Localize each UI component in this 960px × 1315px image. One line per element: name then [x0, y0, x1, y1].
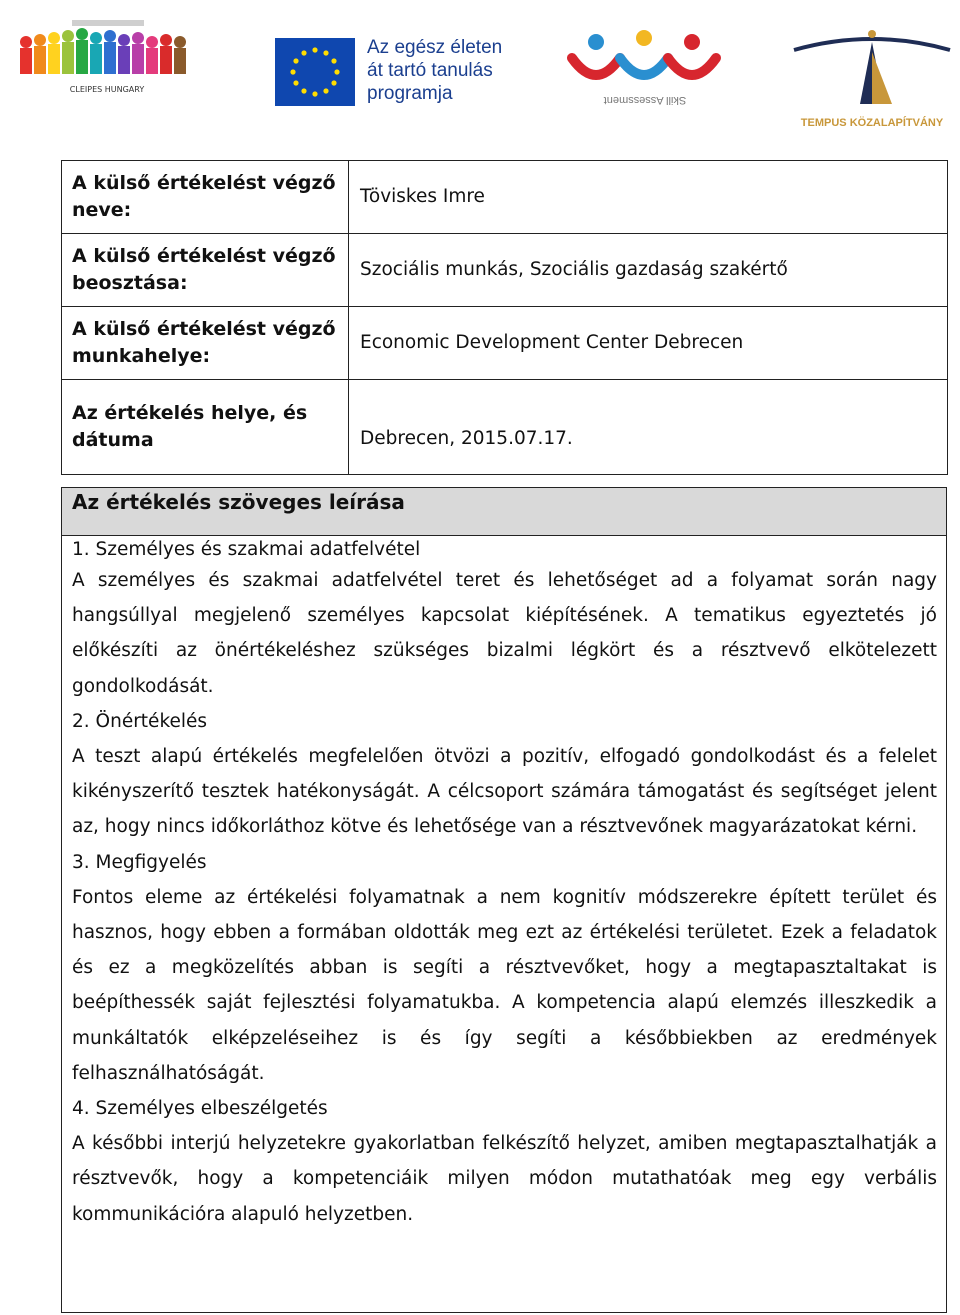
section-heading: 4. Személyes elbeszélgetés: [72, 1098, 328, 1120]
evaluation-place-date-label: Az értékelés helye, és dátuma: [62, 380, 349, 475]
section-heading: 2. Önértékelés: [72, 710, 208, 732]
section-text: Fontos eleme az értékelési folyamatnak a nem kognitív módszerekre épített terület és hasznos, hogy ebben a formában oldották meg ezt az értékelési területet. Ezek a feladatok és ez a megközelítés abban is segíti a résztvevőket, hogy a megtapasztaltakat is beépíthessék saját fejlesztési folyamatukba. A kompetencia alapú elemzés illeszkedik a munkáltatók elképzeléseihez is és így segíti a későbbiekben az eredmények felhasználhatóságát.: [72, 886, 937, 1084]
evaluator-workplace-label: A külső értékelést végző munkahelye:: [62, 307, 349, 380]
skill-assessment-text: Skill Assessment: [603, 94, 687, 106]
people-figures-icon: [20, 28, 186, 74]
section-heading: 1. Személyes és szakmai adatfelvétel: [72, 539, 421, 560]
eu-program-line-1: Az egész életen: [367, 37, 503, 58]
description-title: Az értékelés szöveges leírása: [62, 488, 946, 536]
table-row: [62, 380, 948, 475]
section-text: A későbbi interjú helyzetekre gyakorlatban felkészítő helyzet, amiben megtapasztalhatják a résztvevők, hogy a kompetenciáik milyen módon mutathatóak meg egy verbális kommunikációra alapuló helyzetben.: [72, 1133, 937, 1225]
tempus-text: TEMPUS KÖZALAPÍTVÁNY: [800, 117, 944, 129]
eu-lifelong-learning-logo: [275, 36, 507, 108]
description-body: [62, 536, 946, 1232]
evaluator-name-value: Töviskes Imre: [349, 161, 948, 234]
eu-program-line-2: át tartó tanulás: [367, 60, 493, 81]
evaluator-name-label: A külső értékelést végző neve:: [62, 161, 349, 234]
logo-strip: [0, 0, 960, 140]
skill-assessment-mark-icon: [572, 30, 716, 75]
evaluator-position-value: Szociális munkás, Szociális gazdaság szakértő: [349, 234, 948, 307]
tempus-balance-icon: [794, 30, 950, 104]
table-row: [62, 161, 948, 234]
tempus-logo: [788, 24, 956, 132]
skill-assessment-logo: [566, 30, 724, 112]
eu-program-line-3: programja: [367, 83, 453, 104]
evaluator-info-table: [61, 160, 948, 475]
evaluator-position-label: A külső értékelést végző beosztása:: [62, 234, 349, 307]
evaluation-description-box: [61, 487, 947, 1313]
evaluation-place-date-value: Debrecen, 2015.07.17.: [349, 380, 948, 475]
evaluator-workplace-value: Economic Development Center Debrecen: [349, 307, 948, 380]
section-text: A teszt alapú értékelés megfelelően ötvözi a pozitív, elfogadó gondolkodást és a felelet kikényszerítő tesztek hatékonyságát. A célcsoport számára támogatást és segítséget jelent az, hogy nincs időkorláthoz kötve és lehetősége van a résztvevőnek magyarázatokat kérni.: [72, 746, 937, 838]
cleipes-logo-text: CLEIPES HUNGARY: [69, 85, 145, 94]
section-heading: 3. Megfigyelés: [72, 851, 207, 873]
section-text: A személyes és szakmai adatfelvétel teret és lehetőséget ad a folyamat során nagy hangsúllyal megjelenő személyes kapcsolat kiépítésének. A tematikus egyeztetés jó előkészíti az önértékeléshez szükséges bizalmi légkört és a résztvevő elkötelezett gondolkodását.: [72, 570, 937, 697]
cleipes-logo: [14, 18, 200, 104]
table-row: [62, 307, 948, 380]
table-row: [62, 234, 948, 307]
